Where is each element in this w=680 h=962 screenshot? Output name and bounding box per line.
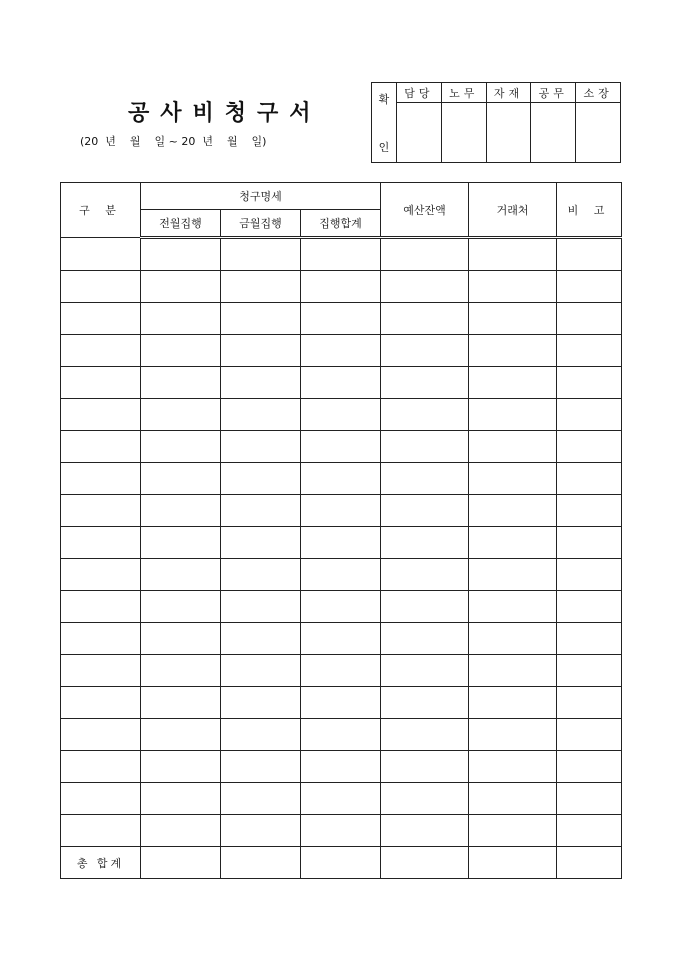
total-label: 총 합계 (61, 847, 141, 879)
approval-box (371, 82, 621, 163)
table-row (61, 527, 622, 559)
table-cell[interactable] (61, 783, 141, 815)
table-cell[interactable] (301, 559, 381, 591)
table-cell[interactable] (469, 559, 557, 591)
approval-side-char-1: 확 (378, 92, 390, 106)
table-cell[interactable] (221, 271, 301, 303)
table-row (61, 463, 622, 495)
table-row (61, 559, 622, 591)
total-cell[interactable] (557, 847, 622, 879)
table-cell[interactable] (469, 238, 557, 271)
table-cell[interactable] (381, 271, 469, 303)
table-cell[interactable] (141, 271, 221, 303)
table-row (61, 687, 622, 719)
table-cell[interactable] (381, 303, 469, 335)
table-cell[interactable] (141, 431, 221, 463)
approval-header-engineering: 공무 (531, 83, 576, 103)
table-cell[interactable] (61, 719, 141, 751)
claim-table (60, 182, 622, 879)
approval-header-labor: 노무 (441, 83, 486, 103)
table-row (61, 399, 622, 431)
table-row (61, 431, 622, 463)
table-cell[interactable] (301, 719, 381, 751)
table-cell[interactable] (557, 495, 622, 527)
table-cell[interactable] (469, 527, 557, 559)
table-row (61, 271, 622, 303)
approval-header-site-chief: 소장 (576, 83, 621, 103)
table-cell[interactable] (61, 751, 141, 783)
table-cell[interactable] (557, 783, 622, 815)
table-cell[interactable] (61, 815, 141, 847)
table-cell[interactable] (557, 303, 622, 335)
table-cell[interactable] (301, 271, 381, 303)
table-cell[interactable] (381, 783, 469, 815)
table-cell[interactable] (301, 399, 381, 431)
table-cell[interactable] (381, 527, 469, 559)
table-cell[interactable] (221, 367, 301, 399)
table-cell[interactable] (61, 687, 141, 719)
table-cell[interactable] (141, 238, 221, 271)
table-cell[interactable] (557, 719, 622, 751)
table-cell[interactable] (221, 303, 301, 335)
total-row (61, 847, 622, 879)
table-cell[interactable] (301, 463, 381, 495)
table-cell[interactable] (381, 238, 469, 271)
table-cell[interactable] (381, 463, 469, 495)
table-cell[interactable] (469, 463, 557, 495)
period-line: (20 년 월 일 ~ 20 년 월 일) (80, 135, 267, 148)
table-cell[interactable] (557, 591, 622, 623)
table-cell[interactable] (141, 399, 221, 431)
table-cell[interactable] (301, 623, 381, 655)
table-body (61, 238, 622, 879)
table-row (61, 751, 622, 783)
table-row (61, 655, 622, 687)
table-cell[interactable] (301, 655, 381, 687)
table-cell[interactable] (469, 271, 557, 303)
table-cell[interactable] (469, 719, 557, 751)
document-title: 공사비청구서 (128, 100, 322, 126)
table-row (61, 495, 622, 527)
table-cell[interactable] (221, 335, 301, 367)
header-vendor: 거래처 (469, 183, 557, 238)
table-cell[interactable] (469, 495, 557, 527)
approval-header-manager: 담당 (397, 83, 442, 103)
table-cell[interactable] (221, 495, 301, 527)
total-cell[interactable] (469, 847, 557, 879)
table-cell[interactable] (221, 655, 301, 687)
table-cell[interactable] (141, 783, 221, 815)
table-cell[interactable] (141, 623, 221, 655)
table-cell[interactable] (221, 623, 301, 655)
table-cell[interactable] (61, 399, 141, 431)
table-cell[interactable] (301, 527, 381, 559)
table-cell[interactable] (381, 591, 469, 623)
table-row (61, 815, 622, 847)
table-cell[interactable] (221, 431, 301, 463)
header-prev-month: 전월집행 (141, 210, 221, 238)
table-cell[interactable] (301, 335, 381, 367)
table-cell[interactable] (557, 815, 622, 847)
table-cell[interactable] (381, 815, 469, 847)
total-cell[interactable] (301, 847, 381, 879)
table-row (61, 719, 622, 751)
table-cell[interactable] (557, 655, 622, 687)
header-budget-balance: 예산잔액 (381, 183, 469, 238)
table-cell[interactable] (61, 655, 141, 687)
table-row (61, 591, 622, 623)
table-cell[interactable] (141, 463, 221, 495)
table-cell[interactable] (381, 495, 469, 527)
table-cell[interactable] (469, 303, 557, 335)
header-exec-total: 집행합계 (301, 210, 381, 238)
table-cell[interactable] (61, 335, 141, 367)
table-cell[interactable] (61, 463, 141, 495)
table-cell[interactable] (381, 367, 469, 399)
approval-sign-cell[interactable] (397, 103, 442, 163)
table-row (61, 303, 622, 335)
table-cell[interactable] (381, 751, 469, 783)
table-cell[interactable] (469, 591, 557, 623)
table-cell[interactable] (221, 719, 301, 751)
table-cell[interactable] (61, 495, 141, 527)
table-cell[interactable] (557, 271, 622, 303)
table-cell[interactable] (469, 367, 557, 399)
table-row (61, 623, 622, 655)
table-cell[interactable] (61, 623, 141, 655)
table-cell[interactable] (469, 783, 557, 815)
table-row (61, 783, 622, 815)
table-cell[interactable] (61, 591, 141, 623)
table-cell[interactable] (221, 527, 301, 559)
table-cell[interactable] (301, 303, 381, 335)
table-cell[interactable] (557, 559, 622, 591)
approval-sign-cell[interactable] (531, 103, 576, 163)
table-cell[interactable] (557, 463, 622, 495)
table-row (61, 335, 622, 367)
table-cell[interactable] (469, 815, 557, 847)
approval-side-label (372, 83, 397, 163)
table-cell[interactable] (141, 655, 221, 687)
table-cell[interactable] (141, 751, 221, 783)
table-cell[interactable] (221, 591, 301, 623)
header-claim-details: 청구명세 (141, 183, 381, 210)
table-cell[interactable] (141, 303, 221, 335)
total-cell[interactable] (141, 847, 221, 879)
table-cell[interactable] (141, 591, 221, 623)
header-category: 구 분 (61, 183, 141, 238)
table-cell[interactable] (301, 495, 381, 527)
approval-sign-cell[interactable] (576, 103, 621, 163)
approval-side-char-2: 인 (378, 140, 390, 154)
table-cell[interactable] (301, 815, 381, 847)
header-remarks: 비 고 (557, 183, 622, 238)
table-cell[interactable] (301, 783, 381, 815)
approval-header-material: 자재 (486, 83, 531, 103)
total-cell[interactable] (381, 847, 469, 879)
table-cell[interactable] (557, 431, 622, 463)
table-cell[interactable] (221, 463, 301, 495)
table-cell[interactable] (381, 559, 469, 591)
table-cell[interactable] (469, 399, 557, 431)
table-cell[interactable] (141, 815, 221, 847)
table-cell[interactable] (381, 335, 469, 367)
table-cell[interactable] (301, 751, 381, 783)
table-cell[interactable] (141, 335, 221, 367)
table-cell[interactable] (301, 367, 381, 399)
table-cell[interactable] (469, 431, 557, 463)
table-cell[interactable] (301, 431, 381, 463)
table-cell[interactable] (141, 559, 221, 591)
table-cell[interactable] (381, 399, 469, 431)
table-cell[interactable] (141, 367, 221, 399)
table-cell[interactable] (221, 399, 301, 431)
table-cell[interactable] (141, 495, 221, 527)
table-cell[interactable] (381, 719, 469, 751)
table-cell[interactable] (221, 815, 301, 847)
table-cell[interactable] (61, 559, 141, 591)
table-cell[interactable] (301, 687, 381, 719)
table-cell[interactable] (381, 623, 469, 655)
approval-sign-cell[interactable] (441, 103, 486, 163)
table-cell[interactable] (557, 623, 622, 655)
table-cell[interactable] (61, 431, 141, 463)
header-this-month: 금월집행 (221, 210, 301, 238)
approval-sign-cell[interactable] (486, 103, 531, 163)
table-cell[interactable] (141, 687, 221, 719)
table-cell[interactable] (61, 271, 141, 303)
table-cell[interactable] (141, 719, 221, 751)
table-cell[interactable] (469, 687, 557, 719)
table-cell[interactable] (557, 751, 622, 783)
table-cell[interactable] (557, 687, 622, 719)
table-cell[interactable] (557, 335, 622, 367)
table-cell[interactable] (221, 783, 301, 815)
table-row (61, 367, 622, 399)
table-cell[interactable] (61, 238, 141, 271)
table-cell[interactable] (301, 238, 381, 271)
table-cell[interactable] (557, 367, 622, 399)
table-cell[interactable] (381, 431, 469, 463)
table-cell[interactable] (557, 399, 622, 431)
table-cell[interactable] (221, 238, 301, 271)
table-cell[interactable] (469, 335, 557, 367)
table-row (61, 238, 622, 271)
table-cell[interactable] (61, 303, 141, 335)
table-cell[interactable] (557, 527, 622, 559)
table-cell[interactable] (221, 687, 301, 719)
table-cell[interactable] (221, 559, 301, 591)
table-cell[interactable] (221, 751, 301, 783)
table-cell[interactable] (469, 751, 557, 783)
table-cell[interactable] (61, 367, 141, 399)
table-cell[interactable] (381, 655, 469, 687)
table-cell[interactable] (301, 591, 381, 623)
table-cell[interactable] (141, 527, 221, 559)
table-cell[interactable] (381, 687, 469, 719)
total-cell[interactable] (221, 847, 301, 879)
table-cell[interactable] (557, 238, 622, 271)
table-cell[interactable] (61, 527, 141, 559)
table-cell[interactable] (469, 655, 557, 687)
table-cell[interactable] (469, 623, 557, 655)
